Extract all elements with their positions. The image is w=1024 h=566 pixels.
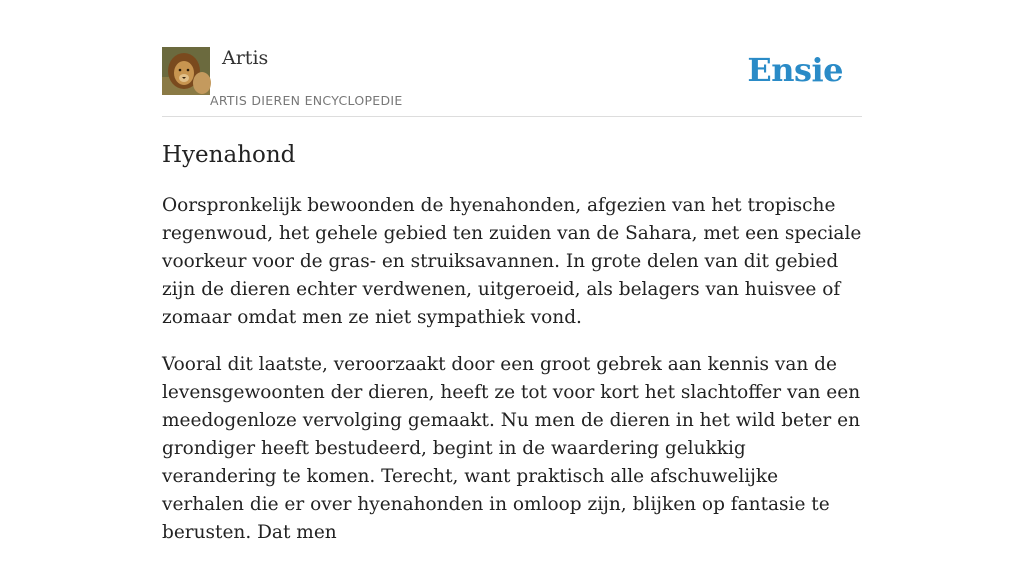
article-header: [162, 46, 862, 117]
article-body: [162, 192, 862, 566]
author-name[interactable]: Artis: [222, 47, 269, 69]
lion-avatar-icon[interactable]: [162, 47, 210, 95]
article-paragraph: Oorspronkelijk bewoonden de hyenahonden, afgezien van het tropische regenwoud, het gehele gebied ten zuiden van de Sahara, met een speciale voorkeur voor de gras- en struiksavannen. In grote delen van dit gebied zijn de dieren echter verdwenen, uitgeroeid, als belagers van huisvee of zomaar omdat men ze niet sympathiek vond.: [162, 195, 862, 328]
page-title: Hyenahond: [162, 142, 296, 168]
publication-name[interactable]: ARTIS DIEREN ENCYCLOPEDIE: [210, 93, 403, 108]
article-paragraph: Vooral dit laatste, veroorzaakt door een groot gebrek aan kennis van de levensgewoonten der dieren, heeft ze tot voor kort het slachtoffer van een meedogenloze vervolging gemaakt. Nu men de dieren in het wild beter en grondiger heeft bestudeerd, begint in de waardering gelukkig verandering te komen. Terecht, want praktisch alle afschuwelijke verhalen die er over hyenahonden in omloop zijn, blijken op fantasie te berusten. Dat men: [162, 354, 861, 543]
brand-logo[interactable]: Ensie: [747, 51, 843, 89]
